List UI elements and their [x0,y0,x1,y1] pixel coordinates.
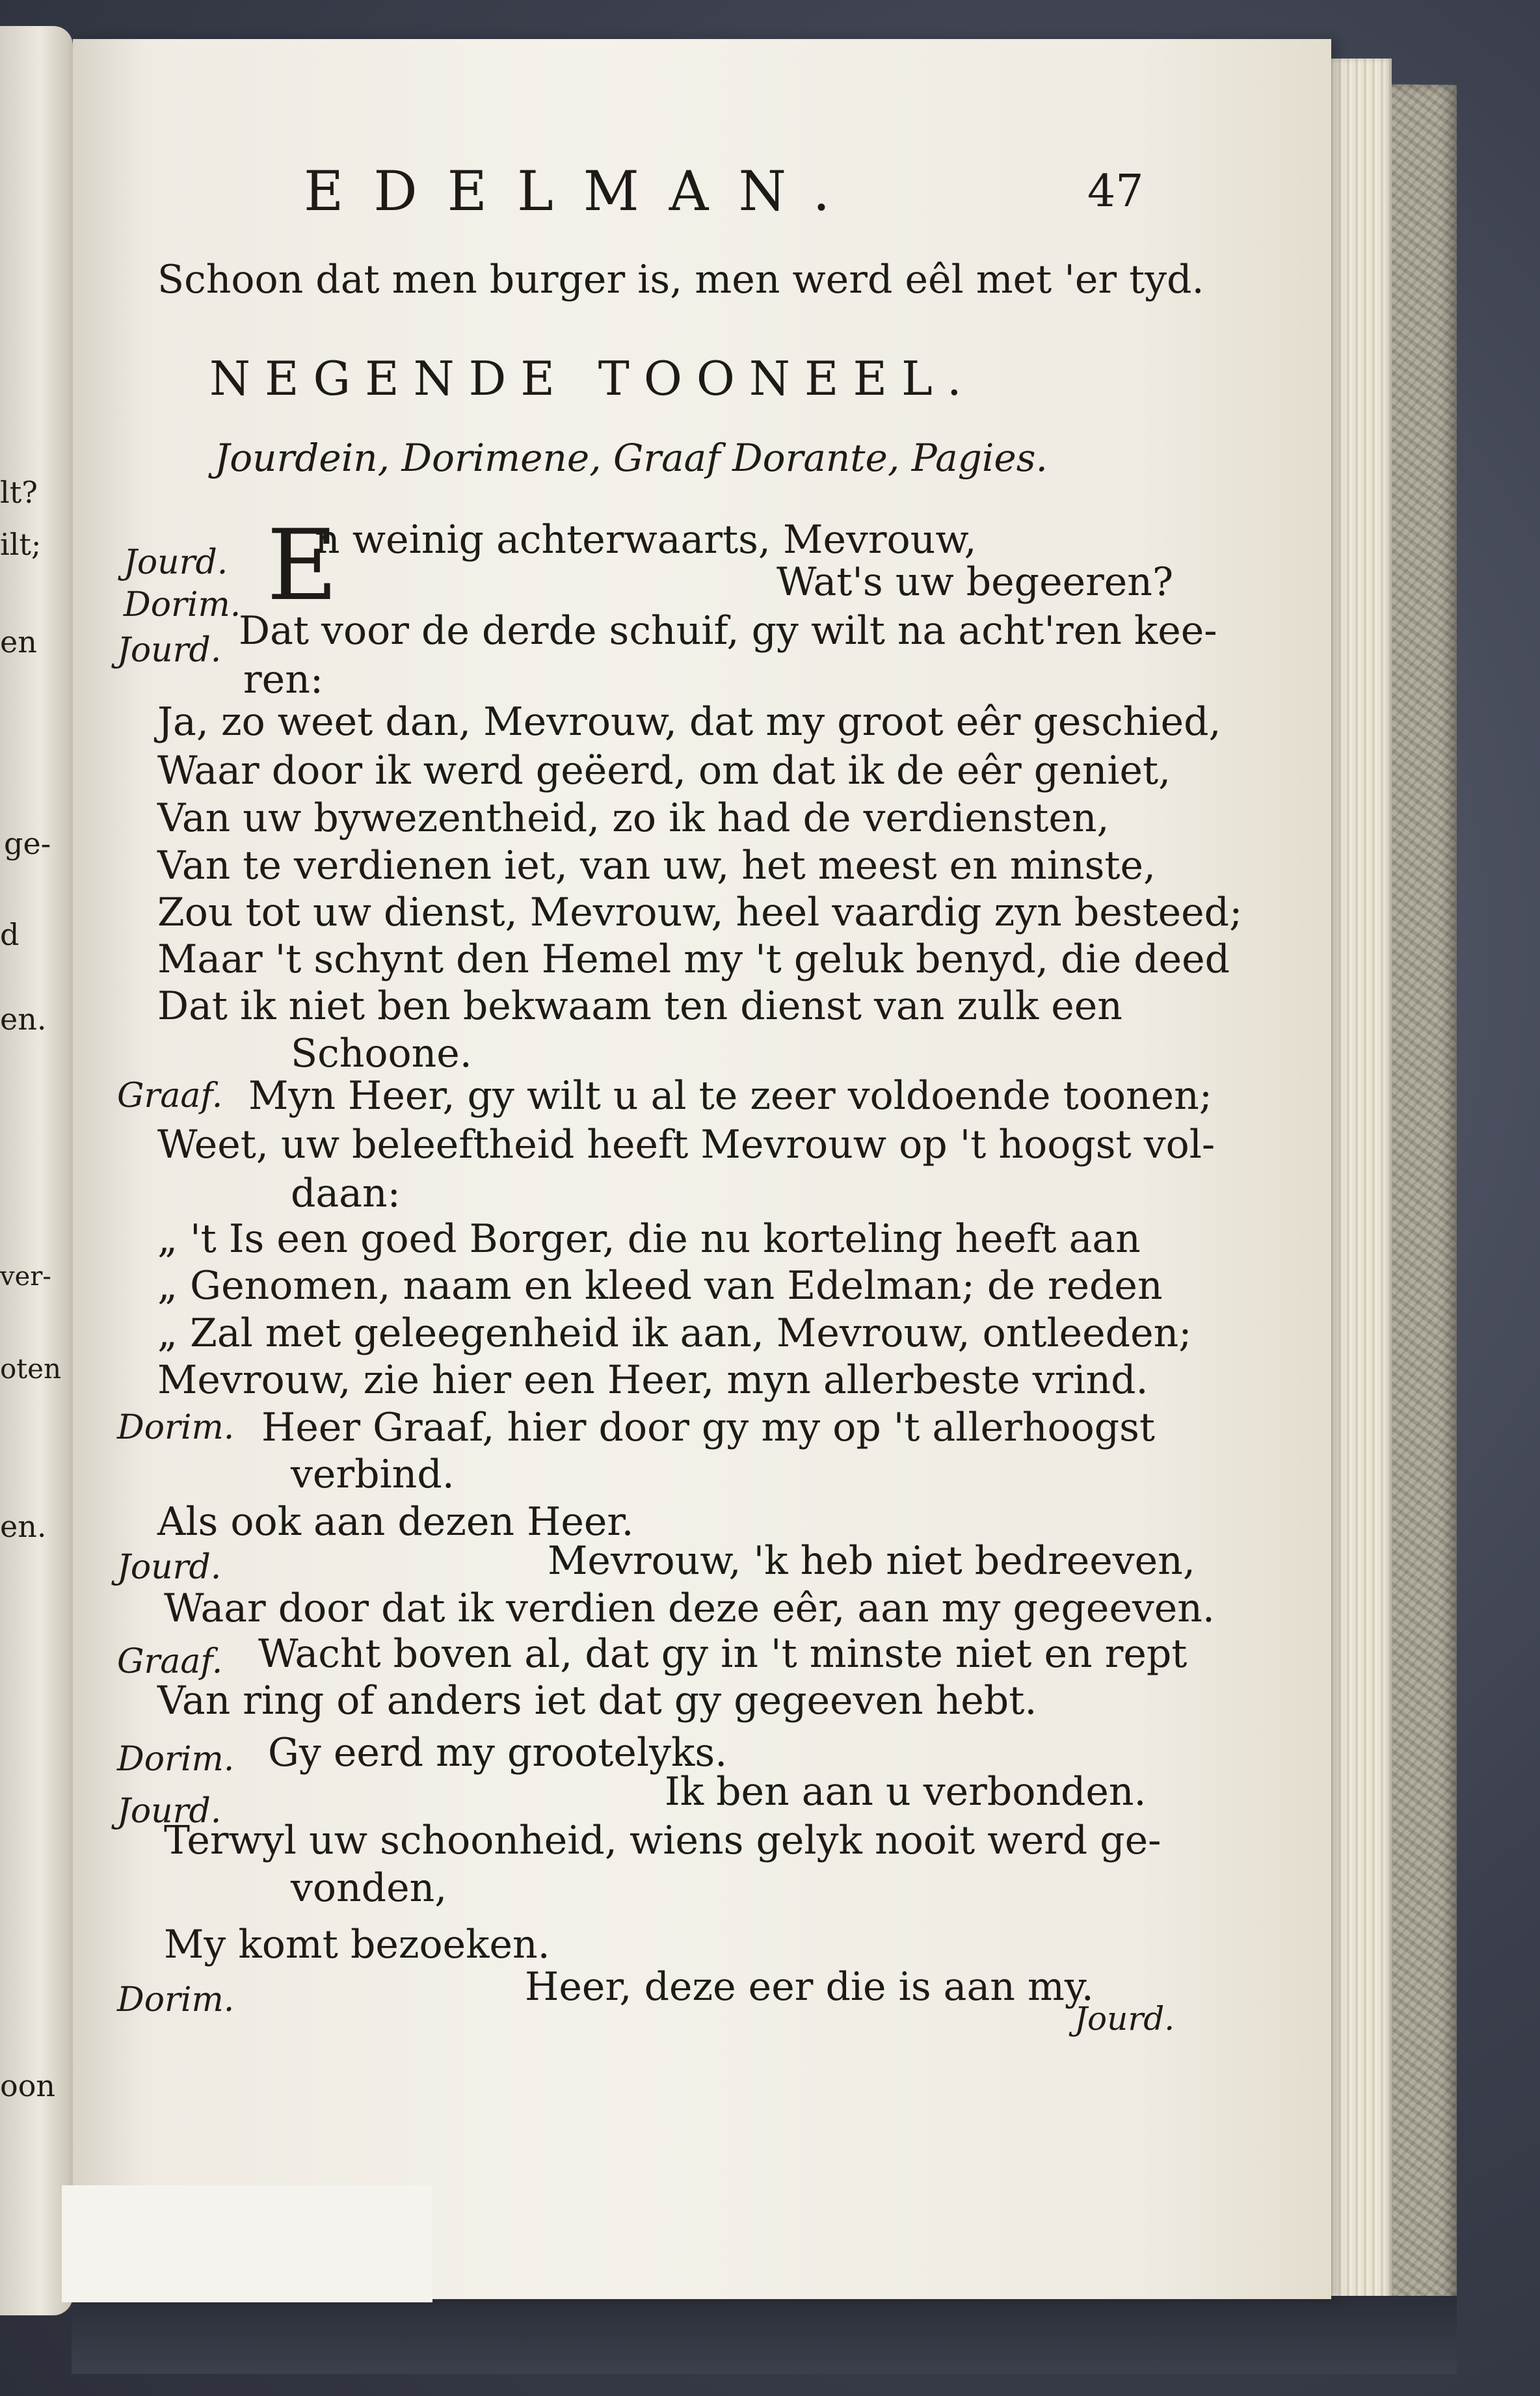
left-page-fragment: d [0,917,20,952]
speaker-label: Graaf. [117,1642,223,1681]
verse-line: ren: [243,657,324,702]
verse-line: Ja, zo weet dan, Mevrouw, dat my groot eêr geschied, [157,699,1221,745]
speaker-label: Jourd. [117,1548,222,1587]
verse-line: Heer, deze eer die is aan my. [525,1964,1094,2010]
speaker-label: Dorim. [117,1740,235,1779]
marbled-cover-board [1385,84,1457,2315]
left-page-fragment: lt? [0,475,38,510]
verse-line: „ Genomen, naam en kleed van Edelman; de reden [157,1263,1163,1309]
verse-line: Van ring of anders iet dat gy gegeeven hebt. [157,1678,1037,1724]
page-number: 47 [1087,166,1144,217]
book-page [73,39,1331,2299]
verse-line: Waar door dat ik verdien deze eêr, aan my gegeeven. [164,1586,1215,1631]
verse-line: Dat ik niet ben bekwaam ten dienst van zulk een [157,983,1122,1029]
verse-line: Als ook aan dezen Heer. [157,1499,634,1545]
verse-line: „ Zal met geleegenheid ik aan, Mevrouw, ontleeden; [157,1311,1192,1356]
scene-title: NEGENDE TOONEEL. [209,351,976,406]
left-page-fragment: en [0,624,37,659]
blank-label-patch [62,2185,432,2302]
verse-line: Van uw bywezentheid, zo ik had de verdiensten, [157,795,1109,841]
speaker-label: Jourd. [117,631,222,670]
left-page-fragment: oten [0,1353,62,1385]
verse-line: Zou tot uw dienst, Mevrouw, heel vaardig zyn besteed; [157,890,1243,935]
verse-line: verbind. [291,1452,455,1497]
page-edges [1327,59,1392,2315]
catchword: Jourd. [1074,2000,1175,2038]
left-page-fragment: ilt; [0,527,42,562]
speaker-label: Jourd. [117,1792,222,1831]
verse-line: Mevrouw, 'k heb niet bedreeven, [548,1538,1195,1584]
verse-line: Wat's uw begeeren? [777,559,1174,605]
verse-line: Maar 't schynt den Hemel my 't geluk benyd, die deed [157,937,1230,982]
left-page-fragment: ge- [4,826,51,861]
verse-line: n weinig achterwaarts, Mevrouw, [315,517,977,563]
verse-line: „ 't Is een goed Borger, die nu korteling heeft aan [157,1216,1141,1262]
verse-line: Ik ben aan u verbonden. [665,1769,1147,1815]
book-bottom-shadow [72,2296,1457,2374]
speaker-label: Dorim. [124,585,241,624]
speaker-label: Graaf. [117,1076,223,1115]
verse-line: Myn Heer, gy wilt u al te zeer voldoende toonen; [248,1073,1212,1119]
speaker-label: Dorim. [117,1980,235,2019]
left-facing-page [0,26,73,2315]
left-page-fragment: ver- [0,1262,51,1292]
speaker-label: Jourd. [124,543,228,582]
left-page-fragment: oon [0,2068,56,2103]
verse-line: Terwyl uw schoonheid, wiens gelyk nooit werd ge- [164,1818,1162,1863]
verse-line: Wacht boven al, dat gy in 't minste niet en rept [258,1631,1188,1677]
cast-line: Jourdein, Dorimene, Graaf Dorante, Pagies. [215,436,1048,480]
verse-line: Waar door ik werd geëerd, om dat ik de eêr geniet, [157,748,1171,793]
verse-line: Weet, uw beleeftheid heeft Mevrouw op 't hoogst vol- [157,1122,1215,1167]
verse-line: daan: [291,1171,401,1216]
verse-line: Mevrouw, zie hier een Heer, myn allerbeste vrind. [157,1357,1148,1403]
speaker-label: Dorim. [117,1408,235,1447]
left-page-fragment: en. [0,1509,47,1544]
verse-line: Dat voor de derde schuif, gy wilt na acht'ren kee- [239,608,1217,654]
verse-line: Van te verdienen iet, van uw, het meest en minste, [157,843,1156,888]
verse-line: Heer Graaf, hier door gy my op 't allerhoogst [261,1405,1156,1450]
verse-line: vonden, [291,1865,447,1911]
running-head: EDELMAN. [304,159,860,223]
verse-line: My komt bezoeken. [164,1922,550,1967]
verse-line: Gy eerd my grootelyks. [268,1730,728,1776]
left-page-fragment: en. [0,1002,47,1037]
verse-line: Schoon dat men burger is, men werd eêl met 'er tyd. [157,257,1204,302]
drop-cap: E [267,509,338,622]
verse-line: Schoone. [291,1031,472,1076]
